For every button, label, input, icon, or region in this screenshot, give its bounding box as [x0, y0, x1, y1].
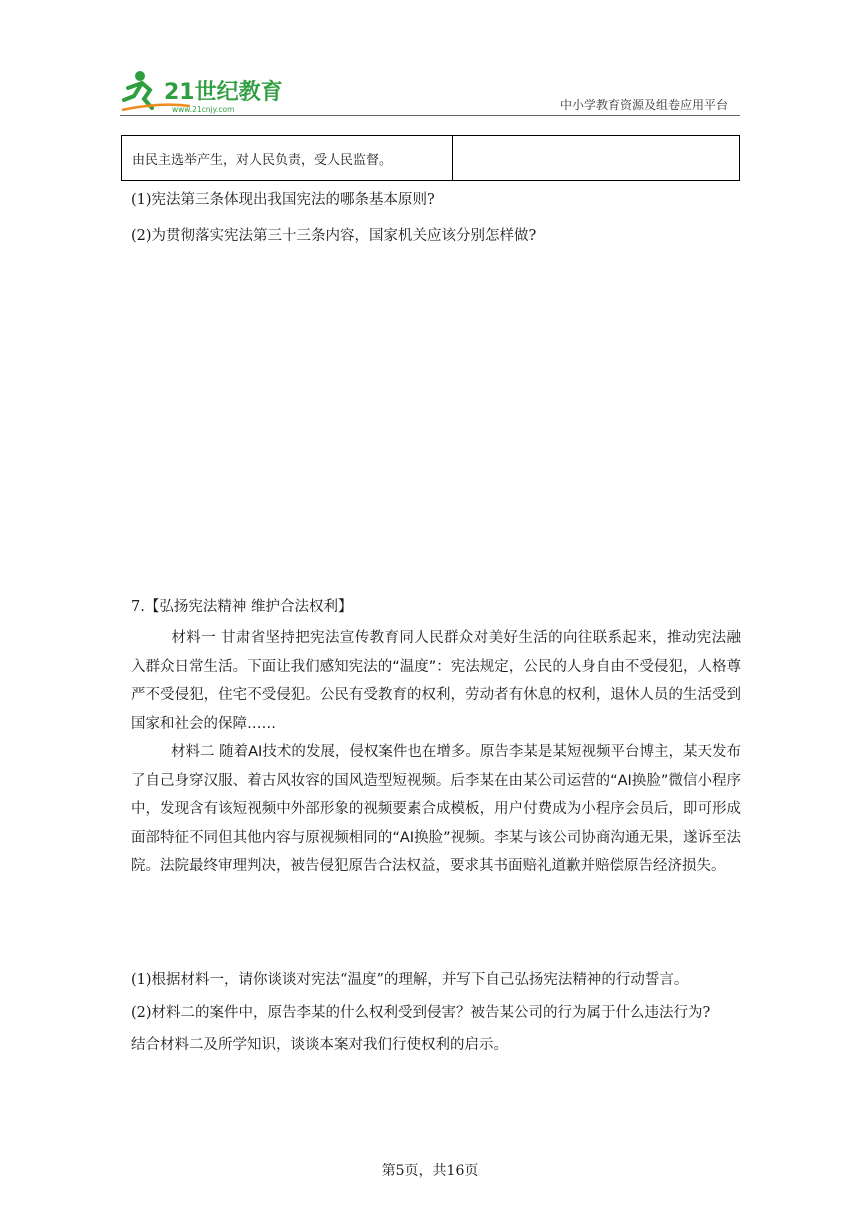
- table-cell-right: [453, 136, 740, 181]
- page-footer: 第5页，共16页: [381, 1163, 479, 1179]
- constitution-table: [121, 135, 740, 181]
- platform-name: 中小学教育资源及组卷应用平台: [559, 98, 728, 112]
- q7-sub1: (1)根据材料一，请你谈谈对宪法“温度”的理解，并写下自己弘扬宪法精神的行动誓言。: [131, 972, 689, 988]
- logo-21cnjy: [120, 66, 300, 116]
- q6-sub1: (1)宪法第三条体现出我国宪法的哪条基本原则?: [131, 192, 435, 208]
- q7-sub2-line1: (2)材料二的案件中，原告李某的什么权利受到侵害？被告某公司的行为属于什么违法行为?: [131, 1005, 711, 1021]
- svg-text:www.21cnjy.com: www.21cnjy.com: [172, 105, 235, 114]
- q7-sub2-line2: 结合材料二及所学知识，谈谈本案对我们行使权利的启示。: [131, 1037, 508, 1053]
- q6-sub2: (2)为贯彻落实宪法第三十三条内容，国家机关应该分别怎样做?: [131, 228, 537, 244]
- table-row: [122, 136, 740, 181]
- page-header: [120, 66, 740, 118]
- q7-material1: 材料一 甘肃省坚持把宪法宣传教育同人民群众对美好生活的向往联系起来，推动宪法融入群众日常生活。下面让我们感知宪法的“温度”：宪法规定，公民的人身自由不受侵犯，人格尊严不受侵犯，住宅不受侵犯。公民有受教育的权利，劳动者有休息的权利，退休人员的生活受到国家和社会的保障……: [131, 630, 741, 732]
- svg-text:21世纪教育: 21世纪教育: [164, 80, 283, 105]
- q7-material2: 材料二 随着AI技术的发展，侵权案件也在增多。原告李某是某短视频平台博主，某天发布了自己身穿汉服、着古风妆容的国风造型短视频。后李某在由某公司运营的“AI换脸”微信小程序中，发现含有该短视频中外部形象的视频要素合成模板，用户付费成为小程序会员后，即可形成面部特征不同但其他内容与原视频相同的“AI换脸”视频。李某与该公司协商沟通无果，遂诉至法院。法院最终审理判决，被告侵犯原告合法权益，要求其书面赔礼道歉并赔偿原告经济损失。: [131, 744, 741, 874]
- q7-title: 7.【弘扬宪法精神 维护合法权利】: [131, 599, 353, 615]
- table-cell-left: 由民主选举产生，对人民负责，受人民监督。: [122, 136, 453, 181]
- header-divider: [120, 115, 740, 116]
